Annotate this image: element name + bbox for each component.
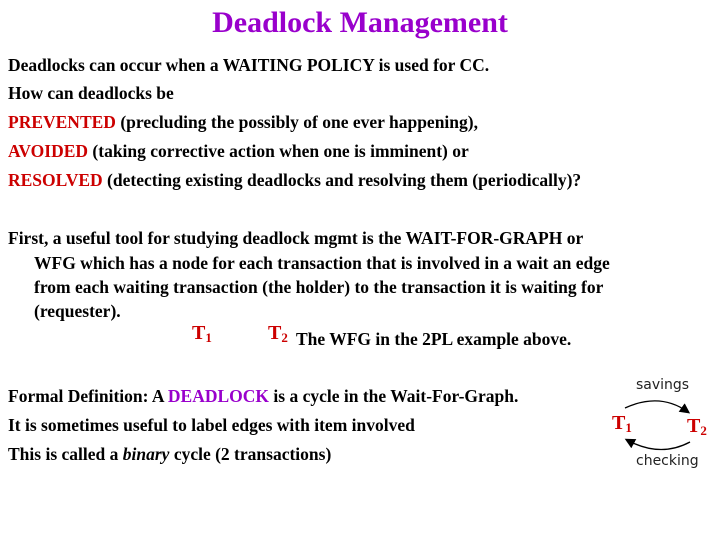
wfg-node-t2-subscript: 2	[281, 330, 288, 345]
wfg-caption: The WFG in the 2PL example above.	[296, 329, 572, 349]
definition-suffix: is a cycle in the Wait-For-Graph.	[269, 386, 519, 406]
prevented-text: (precluding the possibly of one ever happening),	[115, 112, 478, 132]
wfg-line-3: from each waiting transaction (the holder) to the transaction it is waiting for	[34, 277, 604, 297]
resolved-text: (detecting existing deadlocks and resolving them (periodically)?	[102, 170, 582, 190]
wfg-line-1: First, a useful tool for studying deadlock mgmt is the WAIT-FOR-GRAPH or	[8, 228, 584, 248]
deadlock-keyword: DEADLOCK	[167, 386, 270, 406]
page-title: Deadlock Management	[212, 6, 508, 39]
resolved-keyword: RESOLVED	[8, 170, 103, 190]
cycle-node-t2-subscript: 2	[700, 423, 707, 438]
cycle-node-t1-subscript: 1	[625, 420, 632, 435]
intro-line-1: Deadlocks can occur when a WAITING POLICY is used for CC.	[8, 55, 490, 75]
edge-t2-to-t1	[627, 440, 690, 450]
wfg-node-t2-letter: T	[268, 322, 282, 344]
cycle-node-t2	[687, 415, 707, 439]
avoided-keyword: AVOIDED	[8, 141, 89, 161]
cycle-node-t1	[612, 412, 632, 436]
edge-label-savings: savings	[636, 377, 690, 393]
wfg-line-4: (requester).	[34, 301, 121, 321]
avoided-text: (taking corrective action when one is imminent) or	[88, 141, 469, 161]
wfg-node-t1-letter: T	[192, 322, 206, 344]
definition-line-2: It is sometimes useful to label edges with item involved	[8, 415, 415, 435]
cycle-node-t1-letter: T	[612, 412, 626, 434]
intro-line-2: How can deadlocks be	[8, 83, 174, 103]
definition-line-3-prefix: This is called a	[8, 444, 123, 464]
wfg-line-2: WFG which has a node for each transaction that is involved in a wait an edge	[34, 253, 610, 273]
prevented-keyword: PREVENTED	[8, 112, 116, 132]
edge-t1-to-t2	[625, 401, 688, 412]
definition-prefix: Formal Definition: A	[8, 386, 168, 406]
wfg-node-t1-subscript: 1	[205, 330, 212, 345]
edge-label-checking: checking	[636, 453, 699, 469]
definition-line-3-suffix: cycle (2 transactions)	[169, 444, 332, 464]
binary-word: binary	[122, 444, 170, 464]
cycle-node-t2-letter: T	[687, 415, 701, 437]
